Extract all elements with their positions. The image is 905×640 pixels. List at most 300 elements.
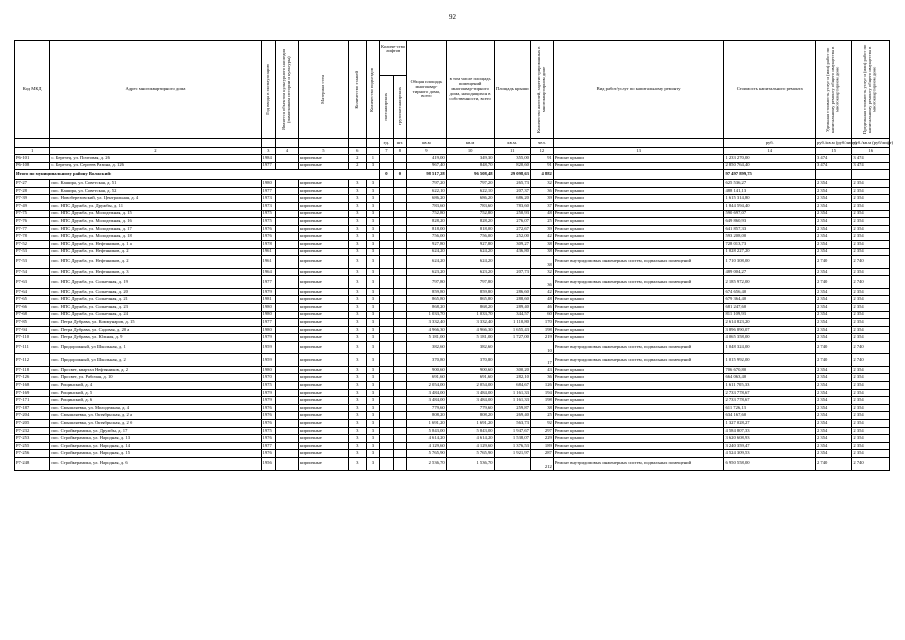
limit-cost: 2 354 xyxy=(852,296,890,304)
wall-material: кирпичные xyxy=(298,420,348,428)
floors: 3 xyxy=(348,334,366,342)
work-type: Ремонт крыши xyxy=(553,187,724,195)
freight-elevators xyxy=(393,187,407,195)
year: 1977 xyxy=(261,442,276,450)
total-area: 419,00 xyxy=(407,155,447,163)
unit-cell xyxy=(348,139,366,148)
passenger-elevators xyxy=(380,427,394,435)
total-area: 828,20 xyxy=(407,218,447,226)
total-area: 623,20 xyxy=(407,268,447,276)
unit-cost: 2 354 xyxy=(815,180,851,188)
unit-cost: 2 354 xyxy=(815,382,851,390)
mkd-code: Р7-27 xyxy=(15,180,50,188)
floors: 3 xyxy=(348,303,366,311)
passenger-elevators xyxy=(380,319,394,327)
total-area: 752,80 xyxy=(407,210,447,218)
heritage xyxy=(276,458,299,471)
total-area: 3 484,00 xyxy=(407,389,447,397)
passenger-elevators xyxy=(380,389,394,397)
roof-area: 265,73 xyxy=(494,180,530,188)
mkd-code: Р7-110 xyxy=(15,334,50,342)
address: пос. Кашира, ул. Советская, д. 51 xyxy=(50,180,261,188)
residents: 10 xyxy=(530,341,553,354)
work-type: Ремонт крыши xyxy=(553,334,724,342)
floors: 3 xyxy=(348,412,366,420)
passenger-elevators xyxy=(380,180,394,188)
entrances: 3 xyxy=(366,303,380,311)
roof-area: 1 538,07 xyxy=(494,435,530,443)
freight-elevators xyxy=(393,240,407,248)
passenger-elevators xyxy=(380,195,394,203)
total-residents: 4 882 xyxy=(530,170,553,180)
owned-area: 927,80 xyxy=(446,240,494,248)
heritage xyxy=(276,155,299,163)
year: 1977 xyxy=(261,276,276,289)
column-number: 14 xyxy=(724,148,816,155)
mkd-code: Р7-118 xyxy=(15,366,50,374)
entrances: 3 xyxy=(366,319,380,327)
year: 1980 xyxy=(261,180,276,188)
entrances: 3 xyxy=(366,311,380,319)
table-row xyxy=(15,187,890,195)
freight-elevators xyxy=(393,420,407,428)
residents: 91 xyxy=(530,155,553,163)
header-freight-elevators: грузопассажирских xyxy=(396,87,402,126)
total-owned: 96 508,48 xyxy=(446,170,494,180)
owned-area: 5 181,00 xyxy=(446,334,494,342)
freight-elevators xyxy=(393,435,407,443)
table-row xyxy=(15,326,890,334)
heritage xyxy=(276,450,299,458)
entrances: 3 xyxy=(366,366,380,374)
total-area: 686,20 xyxy=(407,195,447,203)
year: 1980 xyxy=(261,366,276,374)
entrances: 3 xyxy=(366,354,380,367)
address: с. Березец, ул. Сергеев Разина, д. 126 xyxy=(50,162,261,170)
total-work xyxy=(553,170,724,180)
mkd-code: Р7-54 xyxy=(15,268,50,276)
year: 1979 xyxy=(261,288,276,296)
unit-cost: 2 354 xyxy=(815,202,851,210)
heritage xyxy=(276,319,299,327)
work-type: Ремонт крыши xyxy=(553,442,724,450)
freight-elevators xyxy=(393,268,407,276)
freight-elevators xyxy=(393,326,407,334)
residents: 48 xyxy=(530,296,553,304)
unit-cost: 3 474 xyxy=(815,162,851,170)
residents: 170 xyxy=(530,319,553,327)
owned-area: 623,20 xyxy=(446,268,494,276)
owned-area: 3 332,40 xyxy=(446,319,494,327)
address: пос. НПС Дружба, ул. Нефтяников, д. 1 а xyxy=(50,240,261,248)
total-area: 797,80 xyxy=(407,276,447,289)
year: 1980 xyxy=(261,311,276,319)
unit-cost: 2 354 xyxy=(815,366,851,374)
heritage xyxy=(276,303,299,311)
owned-area: 3 484,00 xyxy=(446,389,494,397)
address: пос. НПС Дружба, ул. Нефтяников, д. 2 xyxy=(50,256,261,269)
table-row xyxy=(15,458,890,471)
wall-material: кирпичные xyxy=(298,354,348,367)
mkd-code: Р7-63 xyxy=(15,276,50,289)
entrances: 3 xyxy=(366,397,380,405)
owned-area: 382,60 xyxy=(446,341,494,354)
freight-elevators xyxy=(393,442,407,450)
roof-area: 355,00 xyxy=(494,155,530,163)
unit-cost: 2 354 xyxy=(815,397,851,405)
mkd-code: Р7-187 xyxy=(15,404,50,412)
year: 1979 xyxy=(261,334,276,342)
limit-cost: 2 354 xyxy=(852,240,890,248)
column-number: 12 xyxy=(530,148,553,155)
mkd-code: Р7-94 xyxy=(15,326,50,334)
entrances: 3 xyxy=(366,420,380,428)
heritage xyxy=(276,202,299,210)
unit-cost: 2 740 xyxy=(815,354,851,367)
limit-cost: 2 354 xyxy=(852,382,890,390)
year: 1964 xyxy=(261,268,276,276)
wall-material: кирпичные xyxy=(298,225,348,233)
owned-area: 624,20 xyxy=(446,248,494,256)
work-type: Ремонт крыши xyxy=(553,435,724,443)
roof-area: 1 161,33 xyxy=(494,389,530,397)
total-area: 779,60 xyxy=(407,404,447,412)
header-elevators: Количе-ство лифтов пассажирских грузопассажирских xyxy=(380,41,407,139)
work-type: Ремонт внутридомовых инженерных систем, подвальных помещений xyxy=(553,256,724,269)
address: пос. Петра Дубрава, ул. Садовая, д. 20 а xyxy=(50,326,261,334)
residents: 39 xyxy=(530,195,553,203)
owned-area: 370,80 xyxy=(446,354,494,367)
address: пос. Стройкерамика, ул. Народная, д. 13 xyxy=(50,435,261,443)
roof-area: 250,93 xyxy=(494,210,530,218)
passenger-elevators xyxy=(380,233,394,241)
unit-cost: 2 354 xyxy=(815,412,851,420)
repair-cost: 1 615 314,80 xyxy=(724,195,816,203)
unit-cost: 2 354 xyxy=(815,319,851,327)
wall-material: кирпичные xyxy=(298,288,348,296)
freight-elevators xyxy=(393,427,407,435)
heritage xyxy=(276,225,299,233)
floors: 3 xyxy=(348,404,366,412)
floors: 3 xyxy=(348,397,366,405)
freight-elevators xyxy=(393,256,407,269)
unit-cost: 3 474 xyxy=(815,155,851,163)
limit-cost: 2 354 xyxy=(852,450,890,458)
residents: 38 xyxy=(530,404,553,412)
passenger-elevators xyxy=(380,225,394,233)
work-type: Ремонт крыши xyxy=(553,248,724,256)
unit-cost: 2 354 xyxy=(815,303,851,311)
owned-area: 752,80 xyxy=(446,210,494,218)
limit-cost: 2 354 xyxy=(852,412,890,420)
heritage xyxy=(276,382,299,390)
wall-material: кирпичные xyxy=(298,374,348,382)
unit-cost: 2 354 xyxy=(815,420,851,428)
passenger-elevators xyxy=(380,435,394,443)
owned-area: 5 843,00 xyxy=(446,427,494,435)
work-type: Ремонт крыши xyxy=(553,225,724,233)
residents: 297 xyxy=(530,427,553,435)
unit-cost: 2 740 xyxy=(815,256,851,269)
limit-cost: 2 354 xyxy=(852,334,890,342)
unit-cost: 2 354 xyxy=(815,240,851,248)
year: 1956 xyxy=(261,458,276,471)
entrances: 3 xyxy=(366,427,380,435)
heritage xyxy=(276,374,299,382)
entrances: 3 xyxy=(366,404,380,412)
repair-cost: 2 850 764,40 xyxy=(724,162,816,170)
passenger-elevators xyxy=(380,366,394,374)
passenger-elevators xyxy=(380,397,394,405)
table-row xyxy=(15,450,890,458)
unit-cell xyxy=(276,139,299,148)
roof-area xyxy=(494,256,530,269)
repair-cost: 488 141,13 xyxy=(724,187,816,195)
passenger-elevators xyxy=(380,412,394,420)
total-area: 691,60 xyxy=(407,374,447,382)
work-type: Ремонт крыши xyxy=(553,288,724,296)
entrances: 3 xyxy=(366,412,380,420)
address: с. Березец, ул. Почтовая, д. 26 xyxy=(50,155,261,163)
column-number: 10 xyxy=(446,148,494,155)
header-owned-area: в том числе площадь помещений многоквар-тирного дома, находящихся в собственности, всего xyxy=(446,41,494,139)
limit-cost: 3 474 xyxy=(852,162,890,170)
freight-elevators xyxy=(393,311,407,319)
year: 1978 xyxy=(261,240,276,248)
total-area: 3 484,00 xyxy=(407,397,447,405)
roof-area: 288,60 xyxy=(494,296,530,304)
repair-cost: 4 524 309,53 xyxy=(724,450,816,458)
heritage xyxy=(276,412,299,420)
roof-area: 1 110,80 xyxy=(494,319,530,327)
entrances: 3 xyxy=(366,442,380,450)
total-area: 4 129,60 xyxy=(407,442,447,450)
wall-material: кирпичные xyxy=(298,195,348,203)
total-area: 4 614,20 xyxy=(407,435,447,443)
entrances: 3 xyxy=(366,233,380,241)
entrances: 3 xyxy=(366,296,380,304)
floors: 3 xyxy=(348,233,366,241)
year: 1980 xyxy=(261,303,276,311)
floors: 3 xyxy=(348,180,366,188)
floors: 3 xyxy=(348,450,366,458)
mkd-code: Р7-255 xyxy=(15,442,50,450)
header-address: Адрес многоквартирного дома xyxy=(50,41,261,139)
freight-elevators xyxy=(393,218,407,226)
heritage xyxy=(276,404,299,412)
owned-area: 686,20 xyxy=(446,195,494,203)
limit-cost: 2 354 xyxy=(852,442,890,450)
owned-area: 2 054,00 xyxy=(446,382,494,390)
heritage xyxy=(276,326,299,334)
column-number: 6 xyxy=(348,148,366,155)
entrances: 3 xyxy=(366,276,380,289)
floors: 2 xyxy=(348,162,366,170)
owned-area: 3 484,00 xyxy=(446,397,494,405)
owned-area: 756,00 xyxy=(446,233,494,241)
work-type: Ремонт крыши xyxy=(553,202,724,210)
mkd-code: Р7-204 xyxy=(15,412,50,420)
limit-cost: 2 354 xyxy=(852,268,890,276)
wall-material: кирпичные xyxy=(298,240,348,248)
header-total-area: Общая площадь многоквар-тирного дома, всего xyxy=(407,41,447,139)
freight-elevators xyxy=(393,248,407,256)
freight-elevators xyxy=(393,458,407,471)
table-row xyxy=(15,162,890,170)
column-number: 9 xyxy=(407,148,447,155)
owned-area: 1 033,70 xyxy=(446,311,494,319)
unit-cost: 2 354 xyxy=(815,389,851,397)
repair-cost: 3 240 359,47 xyxy=(724,442,816,450)
address: пос. НПС Дружба, ул. Молодежная, д. 17 xyxy=(50,225,261,233)
wall-material: кирпичные xyxy=(298,180,348,188)
total-freight: 0 xyxy=(393,170,407,180)
passenger-elevators xyxy=(380,276,394,289)
heritage xyxy=(276,218,299,226)
wall-material: кирпичные xyxy=(298,366,348,374)
address: пос. Новоберезовский, ул. Центральная, д. 4 xyxy=(50,195,261,203)
owned-area: 349,30 xyxy=(446,155,494,163)
header-row xyxy=(15,41,890,139)
passenger-elevators xyxy=(380,162,394,170)
wall-material: кирпичные xyxy=(298,248,348,256)
floors: 3 xyxy=(348,435,366,443)
unit-cell xyxy=(366,139,380,148)
owned-area: 848,70 xyxy=(446,162,494,170)
work-type: Ремонт крыши xyxy=(553,311,724,319)
repair-cost: 1 015 992,00 xyxy=(724,354,816,367)
unit-cell: кв.м xyxy=(407,139,447,148)
roof-area: 563,73 xyxy=(494,420,530,428)
mkd-code: Р6-108 xyxy=(15,162,50,170)
heritage xyxy=(276,180,299,188)
table-row xyxy=(15,412,890,420)
floors: 2 xyxy=(348,155,366,163)
entrances: 3 xyxy=(366,218,380,226)
table-row xyxy=(15,202,890,210)
repair-cost: 590 697,07 xyxy=(724,210,816,218)
total-area: 1 033,70 xyxy=(407,311,447,319)
table-row xyxy=(15,276,890,289)
limit-cost: 2 740 xyxy=(852,256,890,269)
freight-elevators xyxy=(393,412,407,420)
floors: 3 xyxy=(348,458,366,471)
total-cost: 97 497 899,75 xyxy=(724,170,816,180)
roof-area: 344,57 xyxy=(494,311,530,319)
work-type: Ремонт крыши xyxy=(553,210,724,218)
freight-elevators xyxy=(393,319,407,327)
year: 1976 xyxy=(261,450,276,458)
residents: 219 xyxy=(530,334,553,342)
table-row xyxy=(15,210,890,218)
repair-cost: 593 208,00 xyxy=(724,233,816,241)
address: пос. Кашира, ул. Советская, д. 52 xyxy=(50,187,261,195)
unit-cost: 2 354 xyxy=(815,218,851,226)
address: пос. Придорожный, ул Школьная, д. 2 xyxy=(50,354,261,367)
repair-cost: 2 733 778,67 xyxy=(724,389,816,397)
mkd-code: Р7-168 xyxy=(15,382,50,390)
residents: 36 xyxy=(530,374,553,382)
floors: 3 xyxy=(348,218,366,226)
address: пос. Стройкерамика, ул. Народная, д. 15 xyxy=(50,450,261,458)
owned-area: 818,00 xyxy=(446,225,494,233)
floors: 3 xyxy=(348,225,366,233)
owned-area: 808,20 xyxy=(446,412,494,420)
owned-area: 4 129,60 xyxy=(446,442,494,450)
table-row xyxy=(15,397,890,405)
work-type: Ремонт крыши xyxy=(553,155,724,163)
entrances: 3 xyxy=(366,187,380,195)
year: 1973 xyxy=(261,202,276,210)
floors: 3 xyxy=(348,276,366,289)
repair-cost: 679 364,40 xyxy=(724,296,816,304)
residents: 38 xyxy=(530,248,553,256)
entrances: 1 xyxy=(366,155,380,163)
column-numbers-row xyxy=(15,148,890,155)
unit-cost: 2 354 xyxy=(815,187,851,195)
residents: 46 xyxy=(530,303,553,311)
wall-material: кирпичные xyxy=(298,427,348,435)
entrances: 3 xyxy=(366,458,380,471)
total-roof: 29 098,63 xyxy=(494,170,530,180)
total-area: 4 966,30 xyxy=(407,326,447,334)
work-type: Ремонт крыши xyxy=(553,450,724,458)
table-row xyxy=(15,180,890,188)
address: пос. Смышляевка, ул. Октябрьская, д. 2 а xyxy=(50,412,261,420)
address: пос. НПС Дружба, ул. Солнечная, д. 21 xyxy=(50,296,261,304)
repair-cost: 634 167,60 xyxy=(724,412,816,420)
address: пос. Петра Дубрава, ул. Южная, д. 9 xyxy=(50,334,261,342)
wall-material: кирпичные xyxy=(298,389,348,397)
table-row xyxy=(15,296,890,304)
freight-elevators xyxy=(393,374,407,382)
freight-elevators xyxy=(393,366,407,374)
work-type: Ремонт крыши xyxy=(553,397,724,405)
passenger-elevators xyxy=(380,303,394,311)
freight-elevators xyxy=(393,202,407,210)
unit-cost: 2 354 xyxy=(815,233,851,241)
floors: 3 xyxy=(348,354,366,367)
repair-cost: 2 614 823,20 xyxy=(724,319,816,327)
owned-area: 783,60 xyxy=(446,202,494,210)
limit-cost: 2 354 xyxy=(852,374,890,382)
repair-cost: 4 584 807,33 xyxy=(724,427,816,435)
wall-material: кирпичные xyxy=(298,326,348,334)
column-number: 4 xyxy=(276,148,299,155)
repair-cost: 811 109,93 xyxy=(724,311,816,319)
heritage xyxy=(276,389,299,397)
total-area: 5 181,00 xyxy=(407,334,447,342)
residents: 287 xyxy=(530,450,553,458)
owned-area: 4 966,30 xyxy=(446,326,494,334)
wall-material: кирпичные xyxy=(298,404,348,412)
unit-cost: 2 354 xyxy=(815,296,851,304)
mkd-code: Р7-111 xyxy=(15,341,50,354)
heritage xyxy=(276,397,299,405)
residents: 198 xyxy=(530,397,553,405)
owned-area: 865,80 xyxy=(446,296,494,304)
table-row xyxy=(15,341,890,354)
roof-area: 300,20 xyxy=(494,366,530,374)
wall-material: кирпичные xyxy=(298,397,348,405)
wall-material: кирпичные xyxy=(298,341,348,354)
table-row xyxy=(15,374,890,382)
total-area: 3 332,40 xyxy=(407,319,447,327)
repair-cost: 681 247,60 xyxy=(724,303,816,311)
residents: 48 xyxy=(530,210,553,218)
table-row xyxy=(15,319,890,327)
header-unit-cost: Удельная стоимость услуг и (или) работ по капитальному ремонту общего имущества в многоквартирном доме xyxy=(815,41,851,139)
